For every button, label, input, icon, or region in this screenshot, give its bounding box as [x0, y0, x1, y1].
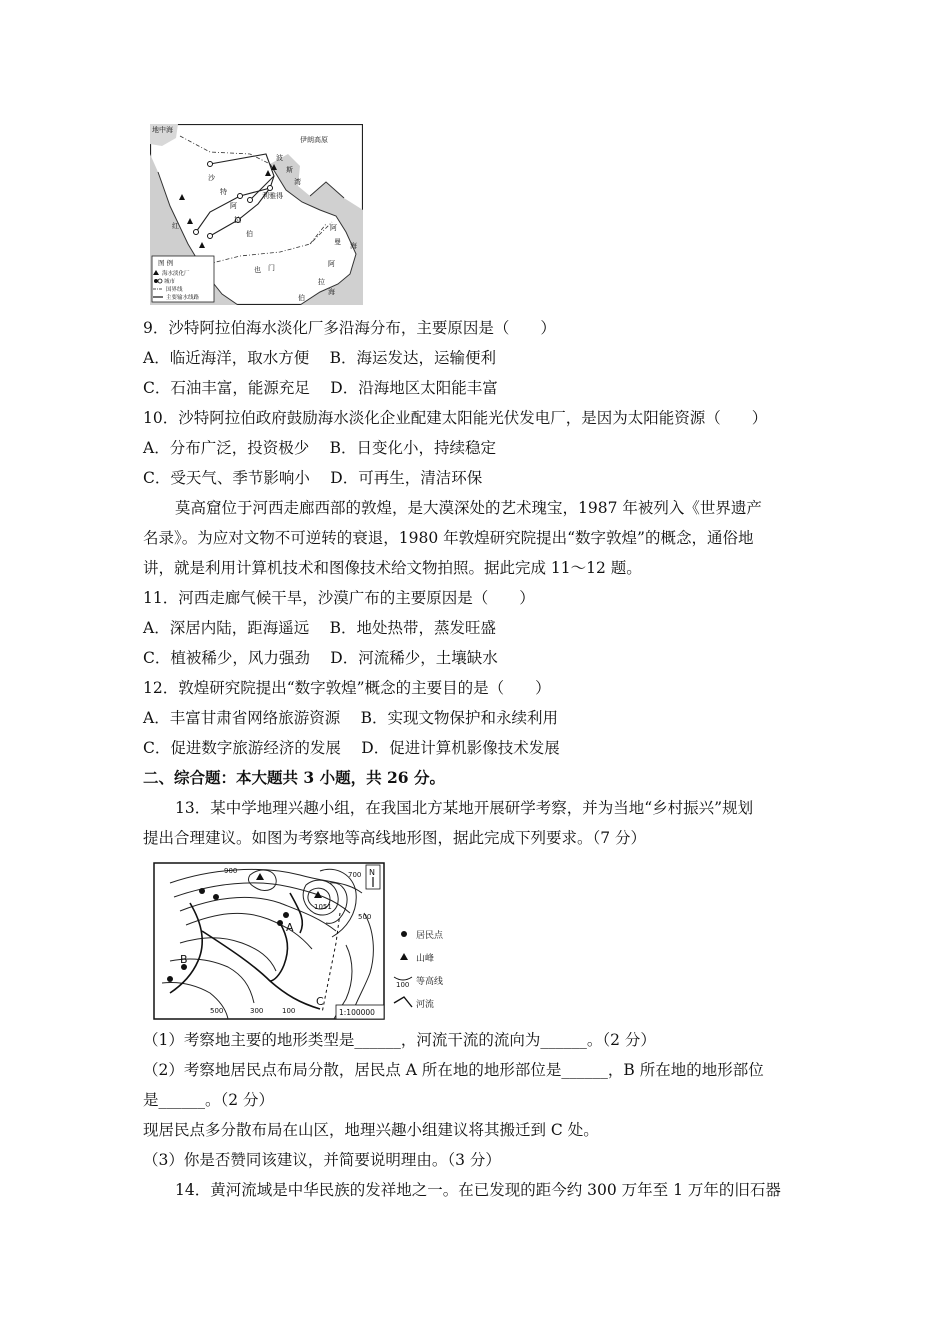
question-13-part-1: （1）考察地主要的地形类型是______，河流干流的流向为______。（2 分）: [143, 1031, 656, 1049]
map1-legend: [152, 256, 214, 302]
legend-item: 山峰: [416, 954, 435, 964]
question-9-options-cd: C．石油丰富，能源充足 D．沿海地区太阳能丰富: [143, 379, 498, 397]
legend-contour-value: 100: [396, 981, 410, 989]
legend-title: 图 例: [158, 259, 174, 267]
question-9-options-ab: A．临近海洋，取水方便 B．海运发达，运输便利: [143, 349, 497, 367]
contour-label: 300: [250, 1007, 264, 1015]
question-11-options-ab: A．深居内陆，距海遥远 B．地处热带，蒸发旺盛: [143, 619, 497, 637]
contour-label: 500: [210, 1007, 224, 1015]
question-11-options-cd: C．植被稀少，风力强劲 D．河流稀少，土壤缺水: [143, 649, 498, 667]
contour-label: 1051: [314, 903, 332, 911]
question-14: 14．黄河流域是中华民族的发祥地之一。在已发现的距今约 300 万年至 1 万年的旧石器: [175, 1181, 781, 1199]
legend-item: 海水淡化厂: [162, 271, 190, 277]
question-10-options-cd: C．受天气、季节影响小 D．可再生，清洁环保: [143, 469, 483, 487]
map-label: 伊朗高原: [300, 136, 328, 144]
map-label: 特: [220, 188, 227, 196]
map-label: 也: [254, 266, 261, 274]
svg-text:N: N: [369, 868, 375, 877]
map-scale: 1:100000: [339, 1008, 375, 1017]
question-13-part-2: 是______。（2 分）: [143, 1091, 275, 1109]
passage-line: 名录》。为应对文物不可逆转的衰退，1980 年敦煌研究院提出“数字敦煌”的概念，通俗地: [143, 529, 754, 547]
map-label: 湾: [294, 178, 301, 186]
question-10: 10．沙特阿拉伯政府鼓励海水淡化企业配建太阳能光伏发电厂，是因为太阳能资源（ ）: [143, 409, 768, 427]
section-heading: 二、综合题：本大题共 3 小题，共 26 分。: [143, 768, 445, 787]
passage-line: 讲，就是利用计算机技术和图像技术给文物拍照。据此完成 11～12 题。: [143, 559, 642, 577]
north-arrow-icon: [366, 865, 380, 889]
question-9: 9．沙特阿拉伯海水淡化厂多沿海分布，主要原因是（ ）: [143, 319, 556, 337]
map-label: 伯: [246, 230, 253, 238]
question-13-stem: 提出合理建议。如图为考察地等高线地形图，据此完成下列要求。（7 分）: [143, 829, 647, 847]
map-label: 斯: [286, 166, 293, 174]
question-13-stem: 13．某中学地理兴趣小组，在我国北方某地开展研学考察，并为当地“乡村振兴”规划: [175, 799, 754, 817]
point-label-c: C: [316, 995, 324, 1008]
map-label: 曼: [334, 238, 341, 246]
map-label: 海: [350, 242, 357, 250]
map-label: 波: [276, 154, 283, 162]
map-label: 阿: [230, 202, 237, 210]
question-12-options-ab: A．丰富甘肃省网络旅游资源 B．实现文物保护和永续利用: [143, 709, 559, 727]
passage-line: 莫高窟位于河西走廊西部的敦煌，是大漠深处的艺术瑰宝，1987 年被列入《世界遗产: [175, 499, 762, 517]
map2-legend: [394, 929, 444, 1010]
question-13-part-3: （3）你是否赞同该建议，并简要说明理由。（3 分）: [143, 1151, 501, 1169]
saudi-arabia-map: [150, 124, 363, 305]
question-12: 12．敦煌研究院提出“数字敦煌”概念的主要目的是（ ）: [143, 679, 551, 697]
legend-item: 河流: [416, 1000, 435, 1010]
legend-item: 等高线: [416, 977, 444, 987]
point-label-a: A: [286, 921, 294, 934]
legend-item: 城市: [164, 279, 176, 285]
question-11: 11．河西走廊气候干旱，沙漠广布的主要原因是（ ）: [143, 589, 535, 607]
question-12-options-cd: C．促进数字旅游经济的发展 D．促进计算机影像技术发展: [143, 739, 560, 757]
map-label: 红: [172, 222, 179, 230]
contour-label: 100: [282, 1007, 296, 1015]
map-label: 海: [328, 288, 335, 296]
question-13-part-2: （2）考察地居民点布局分散，居民点 A 所在地的地形部位是______，B 所在地的地形部位: [143, 1061, 764, 1079]
contour-label: 900: [224, 867, 238, 875]
contour-map: [150, 853, 460, 1021]
question-10-options-ab: A．分布广泛，投资极少 B．日变化小，持续稳定: [143, 439, 497, 457]
map-label: 利雅得: [262, 192, 283, 200]
question-13-note: 现居民点多分散布局在山区，地理兴趣小组建议将其搬迁到 C 处。: [143, 1121, 599, 1139]
map-label: 伯: [298, 294, 305, 302]
map-label: 阿: [328, 260, 335, 268]
contour-label: 500: [358, 913, 372, 921]
map-label: 阿: [330, 224, 337, 232]
map-label: 拉: [318, 278, 325, 286]
point-label-b: B: [180, 953, 188, 966]
map-label: 门: [268, 264, 275, 272]
map-label: 拉: [234, 216, 241, 224]
contour-label: 700: [348, 871, 362, 879]
legend-item: 居民点: [416, 931, 444, 941]
legend-item: 国界线: [166, 287, 183, 293]
legend-item: 主要输水线路: [166, 295, 200, 301]
map-label: 地中海: [152, 126, 173, 134]
map-label: 沙: [208, 174, 215, 182]
